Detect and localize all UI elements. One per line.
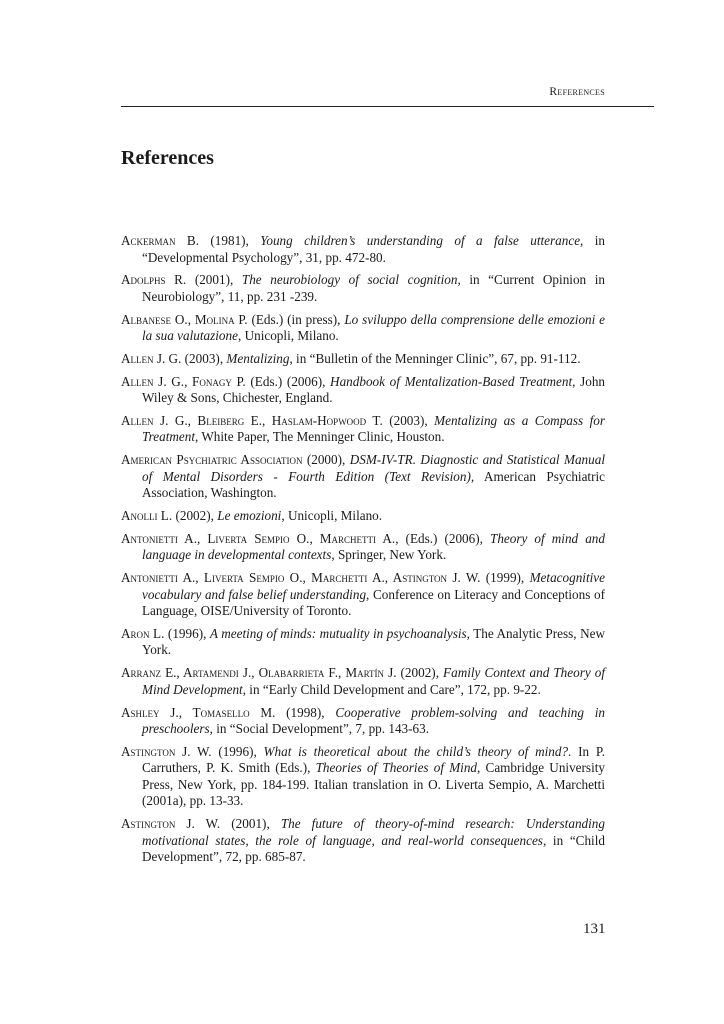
running-head: References bbox=[549, 86, 605, 98]
reference-title: Handbook of Mentalization-Based Treatment bbox=[330, 373, 573, 389]
reference-title: DSM-IV-TR. Diagnostic and Statistical Manual of Mental Disorders - Fourth Edition (Text Revision) bbox=[142, 452, 605, 484]
reference-year: (1998), bbox=[275, 704, 336, 720]
reference-source: , Unicopli, Milano. bbox=[281, 508, 383, 524]
reference-year: (Eds.) (2006), bbox=[245, 373, 331, 389]
reference-entry bbox=[121, 705, 605, 738]
reference-entry bbox=[121, 665, 605, 698]
reference-authors: Astington J. W. bbox=[121, 816, 221, 832]
reference-source: , White Paper, The Menninger Clinic, Houston. bbox=[195, 429, 445, 445]
reference-entry bbox=[121, 531, 605, 564]
reference-authors: Allen J. G. bbox=[121, 350, 182, 366]
reference-entry bbox=[121, 570, 605, 620]
reference-authors: American Psychiatric Association bbox=[121, 452, 303, 468]
reference-source: , in “Developmental Psychology”, 31, pp. 472-80. bbox=[142, 233, 605, 265]
reference-year: (2001), bbox=[186, 272, 242, 288]
reference-title: Lo sviluppo della comprensione delle emozioni e la sua valutazione bbox=[142, 311, 605, 344]
reference-entry bbox=[121, 744, 605, 810]
reference-source: , Conference on Literacy and Conceptions of Language, OISE/University of Toronto. bbox=[142, 586, 605, 619]
header-rule bbox=[121, 106, 654, 107]
reference-source: , in “Social Development”, 7, pp. 143-63. bbox=[209, 721, 430, 737]
reference-authors: Allen J. G., Fonagy P. bbox=[121, 373, 246, 389]
reference-authors: Ackerman B. bbox=[121, 233, 200, 248]
reference-entry bbox=[121, 626, 605, 659]
reference-entry bbox=[121, 272, 605, 305]
reference-entry bbox=[121, 233, 605, 266]
reference-year: (1996), bbox=[211, 743, 264, 759]
reference-year: (1996), bbox=[164, 625, 210, 641]
reference-publisher: , Cambridge University Press, New York, pp. 184-199. Italian translation in O. Liverta Sempio, A. Marchetti (2001a), pp. 13-33. bbox=[142, 760, 605, 809]
reference-entry bbox=[121, 374, 605, 407]
reference-year: (Eds.) (in press), bbox=[247, 311, 345, 327]
reference-title: A meeting of minds: mutuality in psychoanalysis bbox=[209, 625, 467, 641]
reference-entry bbox=[121, 508, 605, 525]
page-number: 131 bbox=[583, 921, 606, 937]
reference-authors: Aron L. bbox=[121, 625, 165, 641]
reference-source: , Springer, New York. bbox=[331, 547, 447, 563]
reference-authors: Anolli L. bbox=[121, 508, 173, 524]
reference-title: Family Context and Theory of Mind Development bbox=[142, 665, 605, 697]
reference-entry bbox=[121, 351, 605, 368]
reference-title: Theory of mind and language in developmental contexts bbox=[142, 530, 605, 563]
reference-year: (2003), bbox=[181, 350, 227, 366]
reference-year: , (Eds.) (2006), bbox=[395, 530, 490, 546]
reference-authors: Antonietti A., Liverta Sempio O., Marchetti A., Astington J. W. bbox=[121, 570, 481, 586]
reference-year: (2000), bbox=[302, 452, 350, 468]
reference-title: Young children’s understanding of a false utterance bbox=[260, 233, 581, 248]
reference-source: , The Analytic Press, New York. bbox=[142, 625, 605, 658]
section-title: References bbox=[121, 147, 214, 169]
reference-source: , American Psychiatric Association, Washington. bbox=[142, 468, 605, 501]
reference-source: , in “Bulletin of the Menninger Clinic”, 67, pp. 91-112. bbox=[289, 350, 581, 366]
reference-entry bbox=[121, 312, 605, 345]
reference-list bbox=[121, 233, 605, 872]
reference-title: What is theoretical about the child’s theory of mind? bbox=[263, 743, 569, 759]
reference-year: (2001), bbox=[220, 816, 281, 832]
reference-source: , in “Early Child Development and Care”, 172, pp. 9-22. bbox=[242, 681, 541, 697]
reference-title: Mentalizing as a Compass for Treatment bbox=[142, 412, 605, 445]
reference-authors: Adolphs R. bbox=[121, 272, 187, 288]
reference-title: Metacognitive vocabulary and false belief understanding bbox=[142, 570, 605, 602]
reference-source: , in “Child Development”, 72, pp. 685-87. bbox=[142, 832, 605, 865]
reference-authors: Arranz E., Artamendi J., Olabarrieta F., Martín J. bbox=[121, 665, 397, 681]
reference-book-title: Theories of Theories of Mind bbox=[315, 760, 478, 776]
reference-authors: Astington J. W. bbox=[121, 743, 212, 759]
reference-authors: Antonietti A., Liverta Sempio O., Marchetti A. bbox=[121, 530, 396, 546]
reference-year: (2002), bbox=[172, 508, 218, 524]
reference-year: (2003), bbox=[382, 412, 435, 428]
reference-title: Le emozioni bbox=[217, 508, 282, 524]
reference-title: The neurobiology of social cognition bbox=[241, 272, 458, 288]
reference-entry bbox=[121, 413, 605, 446]
reference-title: Mentalizing bbox=[226, 350, 290, 366]
reference-year: (1999), bbox=[480, 570, 530, 586]
reference-entry bbox=[121, 452, 605, 502]
reference-source: . In P. Carruthers, P. K. Smith (Eds.), bbox=[142, 743, 605, 776]
reference-entry bbox=[121, 816, 605, 866]
reference-source: , in “Current Opinion in Neurobiology”, 11, pp. 231 -239. bbox=[142, 272, 605, 304]
reference-year: (1981), bbox=[199, 233, 261, 248]
reference-title: Cooperative problem-solving and teaching in preschoolers bbox=[142, 704, 605, 737]
reference-title: The future of theory-of-mind research: Understanding motivational states, the role of language, and real-world consequences bbox=[142, 816, 605, 848]
reference-source: , John Wiley & Sons, Chichester, England. bbox=[142, 373, 606, 406]
reference-authors: Ashley J., Tomasello M. bbox=[121, 704, 276, 720]
reference-authors: Albanese O., Molina P. bbox=[121, 311, 248, 327]
reference-source: , Unicopli, Milano. bbox=[237, 328, 339, 344]
reference-year: (2002), bbox=[396, 665, 444, 681]
reference-authors: Allen J. G., Bleiberg E., Haslam-Hopwood T. bbox=[121, 412, 383, 428]
